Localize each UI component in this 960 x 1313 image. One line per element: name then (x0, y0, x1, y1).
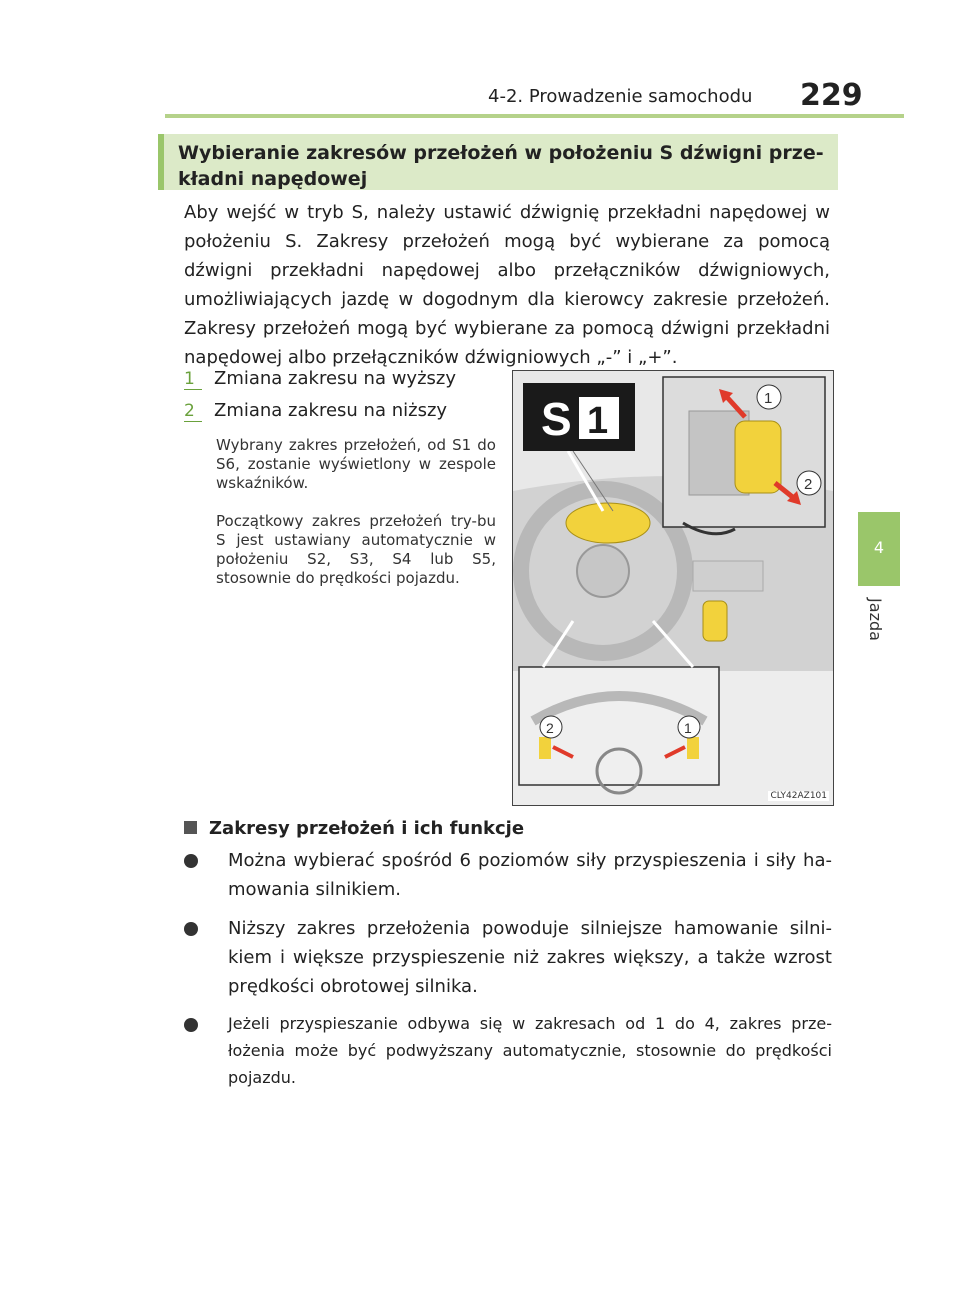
paddle-callout-1-label: 1 (684, 720, 692, 736)
bullet-item-3 (184, 1010, 832, 1091)
item-text: Zmiana zakresu na niższy (214, 400, 448, 421)
bullet-text: Niższy zakres przełożenia powoduje silniejsze hamowanie silni-kiem i większe przyspieszenie niż zakres większy, a także wzrost prędkości obrotowej silnika. (228, 918, 832, 997)
note-1: Wybrany zakres przełożeń, od S1 do S6, zostanie wyświetlony w zespole wskaźników. (216, 436, 496, 492)
paddle-callout-2-label: 2 (546, 720, 554, 736)
square-bullet-icon (184, 821, 197, 834)
item-text: Zmiana zakresu na wyższy (214, 368, 457, 389)
right-paddle-highlight (687, 737, 699, 759)
list-item-1 (184, 368, 456, 390)
page-header-title: 4-2. Prowadzenie samochodu (488, 86, 753, 107)
left-paddle-highlight (539, 737, 551, 759)
list-item-2 (184, 400, 447, 422)
bullet-item-1 (184, 846, 832, 904)
page-number: 229 (800, 78, 863, 113)
bullet-item-2 (184, 914, 832, 1001)
subsection-title: Zakresy przełożeń i ich funkcje (209, 818, 525, 839)
gear-display-digit: 1 (587, 400, 609, 442)
callout-1-label: 1 (764, 390, 773, 407)
bullet-dot-icon (184, 1018, 198, 1032)
shift-lever-highlight (735, 421, 781, 493)
bullet-dot-icon (184, 922, 198, 936)
item-number: 2 (184, 401, 202, 422)
figure-illustration (513, 371, 833, 805)
gear-display-letter: S (541, 393, 572, 445)
header-rule (165, 114, 904, 118)
bullet-text: Jeżeli przyspieszanie odbywa się w zakresach od 1 do 4, zakres prze-łożenia może być podwyższany automatycznie, stosownie do prędkości pojazdu. (228, 1014, 832, 1087)
subsection-heading (184, 818, 524, 839)
bullet-text: Można wybierać spośród 6 poziomów siły przyspieszenia i siły ha-mowania silnikiem. (228, 850, 832, 900)
section-title-box (158, 134, 838, 190)
chapter-label-container (864, 590, 894, 650)
note-2: Początkowy zakres przełożeń try-bu S jest ustawiany automatycznie w położeniu S2, S3, S4 lub S5, stosownie do prędkości pojazdu. (216, 512, 496, 587)
figure (512, 370, 834, 806)
chapter-tab (858, 512, 900, 586)
figure-caption: CLY42AZ101 (770, 791, 827, 801)
item-number: 1 (184, 369, 202, 390)
chapter-label: Jazda (865, 598, 885, 641)
section-title: Wybieranie zakresów przełożeń w położeniu S dźwigni prze-kładni napędowej (178, 142, 824, 190)
chapter-number: 4 (873, 538, 885, 557)
bullet-dot-icon (184, 854, 198, 868)
instrument-cluster-highlight (566, 503, 650, 543)
console-lever-highlight (703, 601, 727, 641)
callout-2-label: 2 (804, 476, 813, 493)
intro-paragraph: Aby wejść w tryb S, należy ustawić dźwignię przekładni napędowej w położeniu S. Zakresy przełożeń mogą być wybierane za pomocą dźwigni przekładni napędowej albo przełączników dźwigniowych, umożliwiających jazdę w dogodnym dla kierowcy zakresie przełożeń. Zakresy przełożeń mogą być wybierane za pomocą dźwigni przekładni napędowej albo przełączników dźwigniowych „-” i „+”. (184, 202, 830, 368)
